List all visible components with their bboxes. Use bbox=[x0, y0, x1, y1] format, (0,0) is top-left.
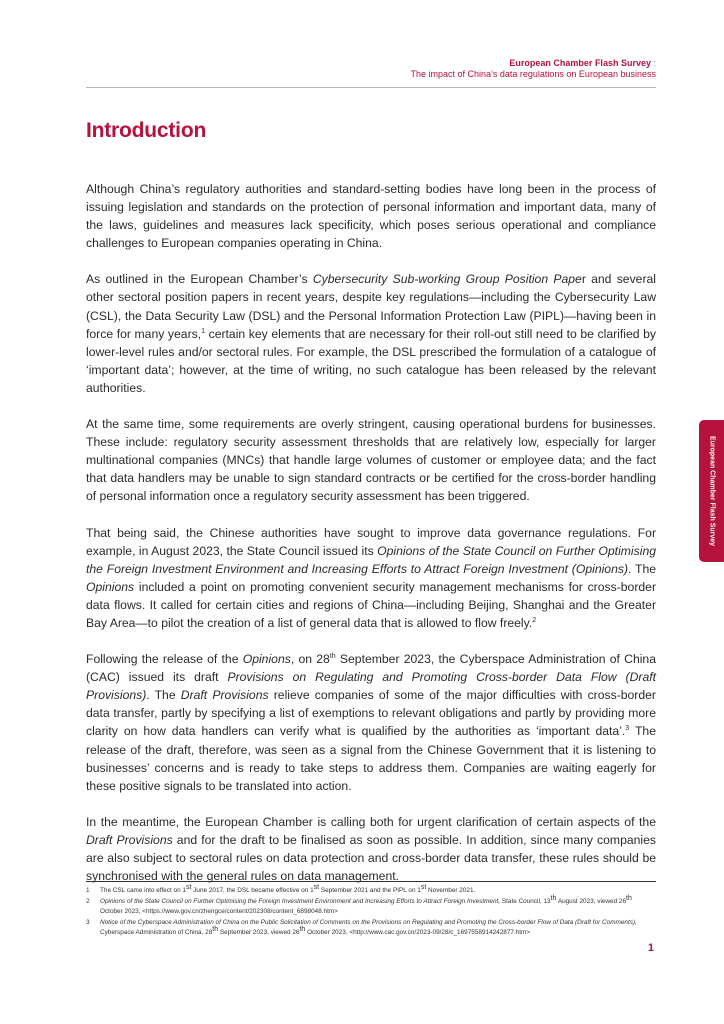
running-header bbox=[411, 58, 657, 80]
page-title: Introduction bbox=[86, 119, 207, 142]
text-run: Following the release of the bbox=[86, 652, 243, 667]
footnote-ref-3[interactable]: 3 bbox=[625, 725, 630, 733]
text-run: Cyberspace Administration of China, 28 bbox=[100, 929, 213, 936]
paragraph-3: At the same time, some requirements are overly stringent, causing operational burdens for businesses. These include: regulatory security assessment thresholds that are relatively low, especially for larger multinational companies (MNCs) that handle large volumes of customer or employee data; and the fact that data handlers may be unable to sign standard contracts or be certified for the cross-border handling of personal information once a regulatory security assessment has been triggered. bbox=[86, 417, 656, 504]
draft-provisions-short: Draft Provisions bbox=[180, 688, 269, 703]
footnote-text bbox=[100, 883, 656, 897]
body-text bbox=[86, 180, 656, 903]
paragraph-5 bbox=[86, 650, 656, 795]
footnote-number: 2 bbox=[86, 897, 90, 905]
paragraph-1: Although China’s regulatory authorities and standard-setting bodies have long been in the process of issuing legislation and standards on the protection of personal information and important data, many of the laws, guidelines and measures lack specificity, which poses serious operational and compliance challenges to European companies operating in China. bbox=[86, 182, 656, 251]
text-run: June 2017, the DSL became effective on 1 bbox=[191, 887, 314, 894]
provisions-title: Provisions on Regulating and Promoting Cross-border Data Flow (Draft Provisions) bbox=[86, 670, 656, 703]
header-subtitle: The impact of China’s data regulations on European business bbox=[410, 69, 656, 79]
text-run: r and several other sectoral position papers in recent years, despite key regulations—including the Cybersecurity Law (CSL), the Data Security Law (DSL) and the Personal Information Protection Law (PIPL)—having been in force for many years, bbox=[86, 272, 656, 341]
opinions-title: Opinions of the State Council on Further Optimising the Foreign Investment Environment and Increasing Efforts to Attract Foreign Investment (Opinions) bbox=[86, 543, 656, 576]
footnote-divider bbox=[86, 881, 656, 882]
text-run: In the meantime, the European Chamber is calling both for urgent clarification of certain aspects of the bbox=[86, 814, 656, 829]
text-run: The release of the draft, therefore, was seen as a signal from the Chinese Government that it is listening to businesses’ concerns and is ready to take steps to address them. Companies are waiting eagerly for these positive signals to be translated into action. bbox=[86, 724, 656, 793]
source-link[interactable]: October 2023, <http://www.cac.gov.cn/2023-09/28/c_1697558914242877.htm> bbox=[305, 929, 531, 936]
source-title: Opinions of the State Council on Further Optimising the Foreign Investment Environment and Increasing Efforts to Attract Foreign Investment, bbox=[100, 897, 501, 905]
footnote-2 bbox=[86, 894, 656, 918]
text-run: State Council, 13 bbox=[500, 897, 551, 905]
ordinal-suffix: st bbox=[185, 883, 192, 891]
text-run: September 2023, viewed 26 bbox=[218, 929, 300, 936]
paragraph-2 bbox=[86, 270, 656, 397]
header-colon: : bbox=[653, 58, 656, 68]
footnote-3 bbox=[86, 918, 656, 939]
text-run: . The bbox=[628, 561, 657, 576]
text-run: September 2021 and the PIPL on 1 bbox=[319, 887, 421, 894]
opinions-short: Opinions bbox=[86, 579, 135, 594]
footnote-ref-1[interactable]: 1 bbox=[201, 327, 206, 335]
text-run: November 2021. bbox=[426, 887, 476, 894]
opinions-short: Opinions bbox=[242, 652, 291, 667]
text-run: September 2023, the Cyberspace Administration of China (CAC) issued its draft bbox=[86, 652, 656, 685]
ordinal-suffix: st bbox=[420, 883, 427, 891]
side-tab[interactable] bbox=[699, 420, 724, 562]
page-number: 1 bbox=[647, 942, 654, 954]
footnote-1 bbox=[86, 883, 656, 897]
ordinal-suffix: st bbox=[313, 883, 320, 891]
source-link[interactable]: October 2023, <https://www.gov.cn/zhengce/content/202308/content_6898048.htm> bbox=[100, 908, 338, 915]
header-title: European Chamber Flash Survey bbox=[509, 58, 651, 68]
paragraph-4 bbox=[86, 524, 656, 633]
footnotes bbox=[86, 883, 656, 939]
text-run: . The bbox=[146, 688, 181, 703]
draft-provisions-short: Draft Provisions bbox=[86, 832, 173, 847]
footnote-text bbox=[100, 894, 656, 918]
text-run: certain key elements that are necessary for their roll-out still need to be clarified by lower-level rules and/or sectoral rules. For example, the DSL prescribed the formulation of a catalogue of ‘important data’; however, at the time of writing, no such catalogue has been released by the relevant authorities. bbox=[86, 326, 656, 395]
ordinal-suffix: th bbox=[626, 894, 632, 902]
side-tab-label: European Chamber Flash Survey bbox=[708, 435, 715, 547]
footnote-ref-2[interactable]: 2 bbox=[532, 616, 537, 624]
footnote-text bbox=[100, 918, 656, 939]
paragraph-6 bbox=[86, 813, 656, 885]
text-run: , on 28 bbox=[290, 652, 330, 667]
ordinal-suffix: th bbox=[212, 925, 219, 933]
ordinal-suffix: th bbox=[550, 894, 557, 902]
ordinal-suffix: th bbox=[329, 653, 336, 660]
position-paper-title: Cybersecurity Sub-working Group Position Pape bbox=[312, 272, 582, 287]
footnote-number: 3 bbox=[86, 918, 90, 926]
text-run: That being said, the Chinese authorities have sought to improve data governance regulations. For example, in August 2023, the State Council issued its bbox=[86, 525, 656, 558]
text-run: The CSL came into effect on 1 bbox=[100, 887, 186, 894]
text-run: As outlined in the European Chamber’s bbox=[86, 272, 313, 287]
footnote-number: 1 bbox=[86, 887, 90, 894]
text-run: relieve companies of some of the major difficulties with cross-border data transfer, partly by specifying a list of exemptions to relevant obligations and partly by providing more clarity on how data handlers can verify what is qualified by the authorities as ‘important data’. bbox=[86, 688, 656, 739]
text-run: August 2023, viewed 26 bbox=[556, 897, 627, 905]
text-run: and for the draft to be finalised as soon as possible. In addition, since many companies are also subject to sectoral rules on data protection and cross-border data transfer, these rules should be synchronised with the general rules on data management. bbox=[86, 832, 656, 884]
source-title: Notice of the Cyberspace Administration of China on the Public Solicitation of Comments on the Provisions on Regulating and Promoting the Cross-border Flow of Data (Draft for Comments), bbox=[100, 918, 637, 926]
ordinal-suffix: th bbox=[299, 925, 306, 933]
text-run: included a point on promoting convenient security management mechanisms for cross-border data flows. It called for certain cities and regions of China—including Beijing, Shanghai and the Greater Bay Area—to pilot the creation of a list of general data that is allowed to flow freely. bbox=[86, 579, 656, 630]
header-divider bbox=[86, 87, 656, 88]
